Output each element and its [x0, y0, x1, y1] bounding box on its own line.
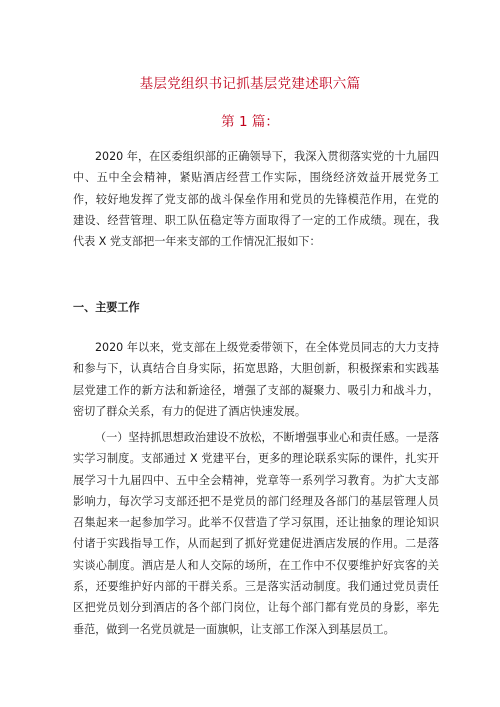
paragraph-intro: 2020 年，在区委组织部的正确领导下，我深入贯彻落实党的十九届四中、五中全会精神，紧贴酒店经营工作实际，围绕经济效益开展党务工作，较好地发挥了党支部的战斗保垒作用和党员的先锋模范作用，在党的建设、经营管理、职工队伍稳定等方面取得了一定的工作成绩。现在，我代表 X 党支部把一年来支部的工作情况汇报如下： — [73, 150, 439, 249]
document-subtitle: 第 1 篇： — [221, 114, 279, 130]
document-title: 基层党组织书记抓基层党建述职六篇 — [139, 76, 361, 92]
section-heading-main-work: 一、主要工作 — [73, 301, 140, 314]
paragraph-overview: 2020 年以来，党支部在上级党委带领下，在全体党员同志的大力支持和参与下，认真结合自身实际，拓宽思路，大胆创新，积极探索和实践基层党建工作的新方法和新途径，增强了支部的凝聚力、吸引力和战斗力，密切了群众关系，有力的促进了酒店快速发展。 — [73, 341, 439, 418]
paragraph-political-building: （一）坚持抓思想政治建设不放松，不断增强事业心和责任感。一是落实学习制度。支部通过 X 党建平台，更多的理论联系实际的课件，扎实开展学习十九届四中、五中全会精神，党章等一系列学习教育。为扩大支部影响力，每次学习支部还把不是党员的部门经理及各部门的基层管理人员召集起来一起参加学习。此举不仅营造了学习氛围，还让抽象的理论知识付诸于实践指导工作，从而起到了抓好党建促进酒店发展的作用。二是落实谈心制度。酒店是人和人交际的场所，在工作中不仅要维护好宾客的关系，还要维护好内部的干群关系。三是落实活动制度。我们通过党员责任区把党员划分到酒店的各个部门岗位，让每个部门都有党员的身影，率先垂范，做到一名党员就是一面旗帜，让支部工作深入到基层员工。 — [73, 431, 439, 636]
